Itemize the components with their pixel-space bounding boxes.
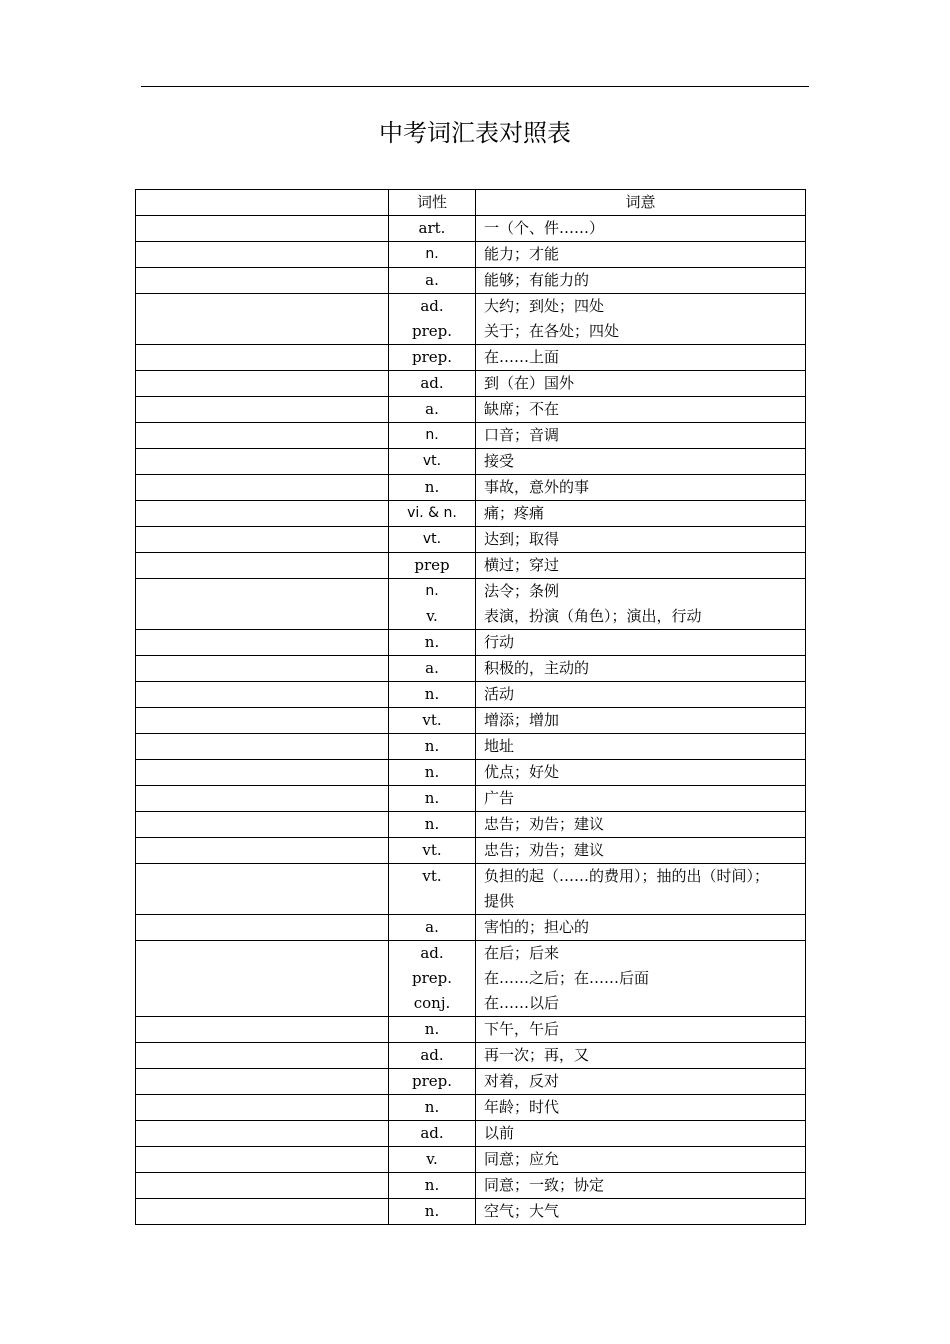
table-row xyxy=(136,812,806,838)
word-cell xyxy=(136,216,389,242)
meaning: 年龄；时代 xyxy=(484,1098,560,1116)
part-of-speech: prep. xyxy=(411,969,453,987)
meaning-cell xyxy=(476,242,806,268)
meaning: 缺席；不在 xyxy=(484,400,560,418)
table-row xyxy=(136,371,806,397)
table-row xyxy=(136,708,806,734)
word-cell xyxy=(136,786,389,812)
table-row xyxy=(136,294,806,345)
part-of-speech: v. xyxy=(426,1150,438,1168)
meaning: 一（个、件……） xyxy=(484,219,605,237)
meaning: 横过；穿过 xyxy=(484,556,560,574)
part-of-speech: v. xyxy=(426,607,438,625)
part-of-speech-cell xyxy=(389,423,476,449)
part-of-speech: ad. xyxy=(420,944,444,962)
meaning: 事故，意外的事 xyxy=(484,478,590,496)
word-cell xyxy=(136,1121,389,1147)
part-of-speech: vt. xyxy=(422,711,442,729)
meaning-cell xyxy=(476,1173,806,1199)
table-row xyxy=(136,1121,806,1147)
meaning: 广告 xyxy=(484,789,515,807)
table-row xyxy=(136,345,806,371)
part-of-speech-cell xyxy=(389,734,476,760)
part-of-speech: vt. xyxy=(422,531,442,547)
table-row xyxy=(136,760,806,786)
word-cell xyxy=(136,449,389,475)
part-of-speech-cell xyxy=(389,941,476,1017)
table-header-row xyxy=(136,190,806,216)
part-of-speech: n. xyxy=(425,583,439,599)
part-of-speech-cell xyxy=(389,268,476,294)
part-of-speech: n. xyxy=(424,763,440,781)
part-of-speech-cell xyxy=(389,371,476,397)
table-row xyxy=(136,786,806,812)
header-meaning: 词意 xyxy=(476,190,806,216)
meaning: 能力；才能 xyxy=(484,245,560,263)
word-cell xyxy=(136,682,389,708)
meaning: 在……上面 xyxy=(484,348,560,366)
part-of-speech-cell xyxy=(389,1147,476,1173)
part-of-speech-cell xyxy=(389,1121,476,1147)
word-cell xyxy=(136,760,389,786)
meaning-cell xyxy=(476,501,806,527)
table-row xyxy=(136,682,806,708)
part-of-speech-cell xyxy=(389,864,476,915)
part-of-speech: n. xyxy=(424,685,440,703)
part-of-speech: a. xyxy=(425,659,439,677)
part-of-speech-cell xyxy=(389,812,476,838)
meaning: 法令；条例 xyxy=(484,582,560,600)
meaning-cell xyxy=(476,630,806,656)
meaning: 在……之后；在……后面 xyxy=(484,969,650,987)
meaning-cell xyxy=(476,553,806,579)
part-of-speech-cell xyxy=(389,1069,476,1095)
table-row xyxy=(136,734,806,760)
part-of-speech: n. xyxy=(424,478,440,496)
table-row xyxy=(136,501,806,527)
part-of-speech: prep. xyxy=(411,1072,453,1090)
table-row xyxy=(136,864,806,915)
part-of-speech: n. xyxy=(424,737,440,755)
table-row xyxy=(136,579,806,630)
page-title: 中考词汇表对照表 xyxy=(379,119,571,147)
word-cell xyxy=(136,527,389,553)
table-row xyxy=(136,423,806,449)
part-of-speech: vi. & n. xyxy=(407,505,457,521)
part-of-speech: ad. xyxy=(420,374,444,392)
part-of-speech: n. xyxy=(424,1098,440,1116)
meaning-cell xyxy=(476,216,806,242)
word-cell xyxy=(136,423,389,449)
word-cell xyxy=(136,1173,389,1199)
table-row xyxy=(136,475,806,501)
meaning-cell xyxy=(476,423,806,449)
part-of-speech-cell xyxy=(389,449,476,475)
vocabulary-table xyxy=(135,189,806,1225)
word-cell xyxy=(136,941,389,1017)
table-row xyxy=(136,1095,806,1121)
meaning: 同意；应允 xyxy=(484,1150,560,1168)
table-row xyxy=(136,1199,806,1225)
word-cell xyxy=(136,1147,389,1173)
part-of-speech-cell xyxy=(389,1199,476,1225)
word-cell xyxy=(136,475,389,501)
word-cell xyxy=(136,371,389,397)
meaning-cell xyxy=(476,345,806,371)
meaning: 活动 xyxy=(484,685,515,703)
meaning: 优点；好处 xyxy=(484,763,560,781)
table-row xyxy=(136,1173,806,1199)
table-row xyxy=(136,553,806,579)
meaning: 到（在）国外 xyxy=(484,374,575,392)
meaning-cell xyxy=(476,656,806,682)
meaning: 口音；音调 xyxy=(484,426,560,444)
meaning-cell xyxy=(476,449,806,475)
meaning-cell xyxy=(476,1147,806,1173)
word-cell xyxy=(136,1199,389,1225)
meaning: 害怕的；担心的 xyxy=(484,918,590,936)
meaning-cell xyxy=(476,915,806,941)
part-of-speech: prep. xyxy=(411,322,453,340)
word-cell xyxy=(136,242,389,268)
word-cell xyxy=(136,1069,389,1095)
meaning-cell xyxy=(476,1017,806,1043)
meaning: 忠告；劝告；建议 xyxy=(484,815,605,833)
part-of-speech: ad. xyxy=(420,297,444,315)
part-of-speech-cell xyxy=(389,786,476,812)
part-of-speech: n. xyxy=(424,1176,440,1194)
header-word xyxy=(136,190,389,216)
meaning: 同意；一致；协定 xyxy=(484,1176,605,1194)
word-cell xyxy=(136,812,389,838)
word-cell xyxy=(136,345,389,371)
meaning-cell xyxy=(476,941,806,1017)
meaning: 忠告；劝告；建议 xyxy=(484,841,605,859)
part-of-speech: vt. xyxy=(422,841,442,859)
part-of-speech: ad. xyxy=(420,1124,444,1142)
meaning-cell xyxy=(476,682,806,708)
part-of-speech-cell xyxy=(389,915,476,941)
part-of-speech-cell xyxy=(389,1043,476,1069)
part-of-speech-cell xyxy=(389,501,476,527)
table-row xyxy=(136,397,806,423)
meaning-cell xyxy=(476,294,806,345)
table-row xyxy=(136,630,806,656)
table-row xyxy=(136,1017,806,1043)
part-of-speech: vt. xyxy=(422,867,442,885)
meaning-cell xyxy=(476,1121,806,1147)
meaning-cell xyxy=(476,579,806,630)
part-of-speech: conj. xyxy=(413,994,451,1012)
meaning: 在……以后 xyxy=(484,994,560,1012)
table-row xyxy=(136,941,806,1017)
part-of-speech-cell xyxy=(389,579,476,630)
table-row xyxy=(136,268,806,294)
meaning-cell xyxy=(476,812,806,838)
word-cell xyxy=(136,734,389,760)
part-of-speech-cell xyxy=(389,216,476,242)
part-of-speech-cell xyxy=(389,527,476,553)
word-cell xyxy=(136,838,389,864)
part-of-speech: ad. xyxy=(420,1046,444,1064)
part-of-speech-cell xyxy=(389,294,476,345)
part-of-speech: n. xyxy=(425,246,439,262)
part-of-speech: a. xyxy=(425,271,439,289)
meaning: 提供 xyxy=(484,892,515,910)
word-cell xyxy=(136,656,389,682)
meaning: 对着，反对 xyxy=(484,1072,560,1090)
table-row xyxy=(136,656,806,682)
meaning-cell xyxy=(476,1095,806,1121)
meaning-cell xyxy=(476,397,806,423)
meaning: 负担的起（……的费用）；抽的出（时间）； xyxy=(484,867,770,885)
part-of-speech-cell xyxy=(389,345,476,371)
table-row xyxy=(136,449,806,475)
table-row xyxy=(136,1069,806,1095)
part-of-speech: n. xyxy=(424,789,440,807)
part-of-speech: prep. xyxy=(411,348,453,366)
word-cell xyxy=(136,915,389,941)
table-row xyxy=(136,527,806,553)
meaning: 地址 xyxy=(484,737,515,755)
table-row xyxy=(136,216,806,242)
part-of-speech: a. xyxy=(425,918,439,936)
part-of-speech: art. xyxy=(418,219,446,237)
meaning: 积极的，主动的 xyxy=(484,659,590,677)
meaning-cell xyxy=(476,1069,806,1095)
word-cell xyxy=(136,268,389,294)
meaning-cell xyxy=(476,268,806,294)
header-rule xyxy=(141,86,809,87)
meaning-cell xyxy=(476,708,806,734)
word-cell xyxy=(136,708,389,734)
meaning: 增添；增加 xyxy=(484,711,560,729)
header-part-of-speech: 词性 xyxy=(389,190,476,216)
part-of-speech-cell xyxy=(389,1017,476,1043)
part-of-speech: n. xyxy=(424,1202,440,1220)
meaning-cell xyxy=(476,760,806,786)
meaning: 下午，午后 xyxy=(484,1020,560,1038)
part-of-speech: n. xyxy=(425,427,439,443)
table-row xyxy=(136,242,806,268)
part-of-speech-cell xyxy=(389,708,476,734)
word-cell xyxy=(136,1095,389,1121)
table-row xyxy=(136,1043,806,1069)
part-of-speech-cell xyxy=(389,838,476,864)
part-of-speech-cell xyxy=(389,682,476,708)
part-of-speech: a. xyxy=(425,400,439,418)
meaning-cell xyxy=(476,734,806,760)
meaning-cell xyxy=(476,864,806,915)
word-cell xyxy=(136,294,389,345)
meaning-cell xyxy=(476,786,806,812)
meaning-cell xyxy=(476,838,806,864)
word-cell xyxy=(136,630,389,656)
table-row xyxy=(136,838,806,864)
meaning: 接受 xyxy=(484,452,515,470)
meaning: 再一次；再，又 xyxy=(484,1046,590,1064)
part-of-speech-cell xyxy=(389,475,476,501)
part-of-speech: n. xyxy=(424,815,440,833)
word-cell xyxy=(136,1043,389,1069)
word-cell xyxy=(136,397,389,423)
table-row xyxy=(136,915,806,941)
word-cell xyxy=(136,501,389,527)
part-of-speech: n. xyxy=(424,1020,440,1038)
part-of-speech xyxy=(389,889,475,914)
part-of-speech-cell xyxy=(389,656,476,682)
meaning: 痛；疼痛 xyxy=(484,504,545,522)
meaning-cell xyxy=(476,475,806,501)
meaning-cell xyxy=(476,1199,806,1225)
meaning: 能够；有能力的 xyxy=(484,271,590,289)
part-of-speech: vt. xyxy=(422,453,442,469)
meaning-cell xyxy=(476,1043,806,1069)
part-of-speech: n. xyxy=(424,633,440,651)
meaning: 行动 xyxy=(484,633,515,651)
meaning: 达到；取得 xyxy=(484,530,560,548)
word-cell xyxy=(136,579,389,630)
meaning: 大约；到处；四处 xyxy=(484,297,605,315)
meaning: 空气；大气 xyxy=(484,1202,560,1220)
table-row xyxy=(136,1147,806,1173)
meaning-cell xyxy=(476,371,806,397)
word-cell xyxy=(136,1017,389,1043)
meaning: 在后；后来 xyxy=(484,944,560,962)
part-of-speech-cell xyxy=(389,553,476,579)
meaning: 关于；在各处；四处 xyxy=(484,322,620,340)
meaning: 以前 xyxy=(484,1124,515,1142)
part-of-speech-cell xyxy=(389,242,476,268)
part-of-speech-cell xyxy=(389,760,476,786)
meaning: 表演，扮演（角色）；演出，行动 xyxy=(484,607,702,625)
word-cell xyxy=(136,553,389,579)
word-cell xyxy=(136,864,389,915)
part-of-speech: prep xyxy=(414,556,450,574)
part-of-speech-cell xyxy=(389,397,476,423)
part-of-speech-cell xyxy=(389,1095,476,1121)
meaning-cell xyxy=(476,527,806,553)
part-of-speech-cell xyxy=(389,1173,476,1199)
part-of-speech-cell xyxy=(389,630,476,656)
